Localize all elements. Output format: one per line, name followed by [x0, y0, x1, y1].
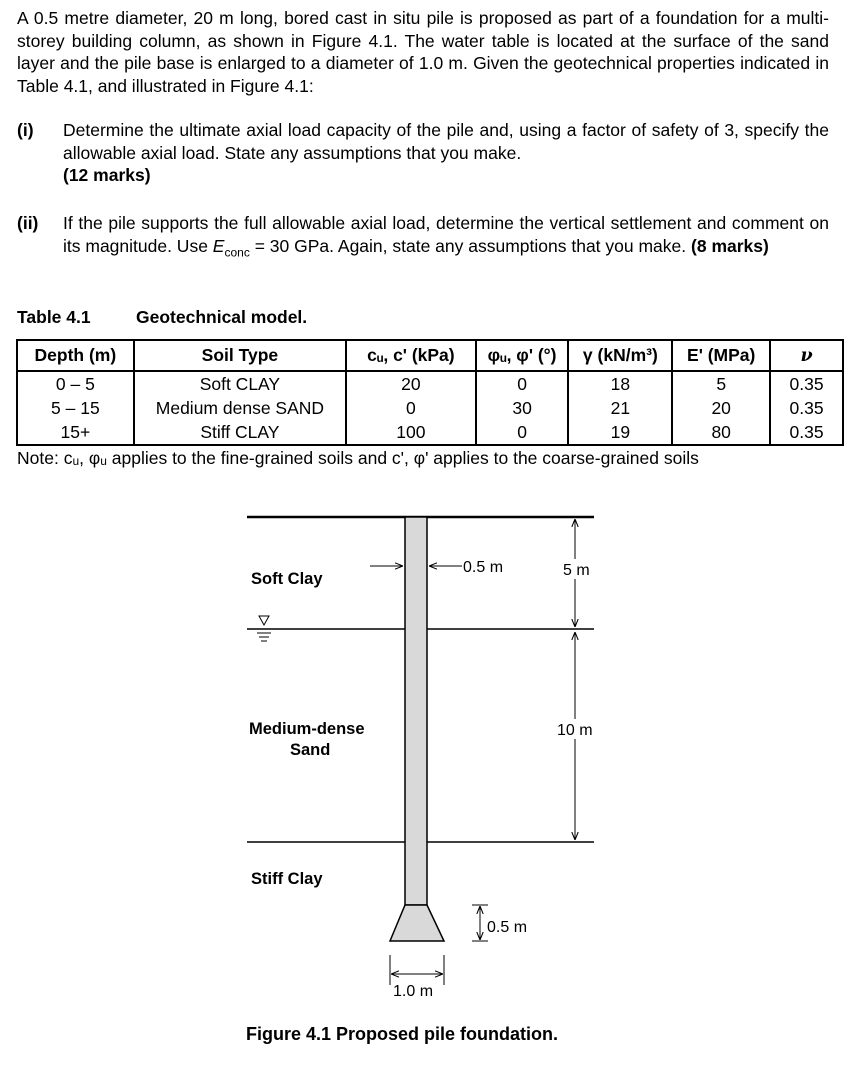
question-i-number: (i): [17, 120, 34, 140]
figure-caption: Figure 4.1 Proposed pile foundation.: [246, 1024, 559, 1044]
header-soil-type: Soil Type: [134, 340, 346, 371]
table-row: 5 – 15 Medium dense SAND 0 30 21 20 0.35: [17, 396, 843, 420]
question-ii-text-b: = 30 GPa. Again, state any assumptions that you make.: [249, 235, 692, 256]
table-label: Table 4.1: [17, 307, 91, 327]
header-modulus: E' (MPa): [672, 340, 770, 371]
layer-label-sand-1: Medium-dense: [249, 720, 365, 738]
intro-paragraph: A 0.5 metre diameter, 20 m long, bored cast in situ pile is proposed as part of a foundation for a multi-storey building column, as shown in Figure 4.1. The water table is located at the surface of the sand layer and the pile base is enlarged to a diameter of 1.0 m. Given the geotechnical properties indicated in Table 4.1, and illustrated in Figure 4.1:: [17, 8, 829, 96]
table-caption: Geotechnical model.: [136, 307, 308, 327]
question-ii-marks: (8 marks): [691, 235, 769, 256]
dim-label-base: 1.0 m: [393, 983, 434, 1000]
dim-label-diameter: 0.5 m: [463, 559, 504, 576]
pile-shaft: [405, 517, 427, 905]
header-depth: Depth (m): [17, 340, 134, 371]
layer-label-stiff-clay: Stiff Clay: [251, 870, 323, 888]
question-ii-number: (ii): [17, 213, 39, 233]
dim-label-10m: 10 m: [557, 722, 593, 739]
dim-label-bell-height: 0.5 m: [487, 919, 528, 936]
header-cohesion: cᵤ, c' (kPa): [346, 340, 476, 371]
dim-label-5m: 5 m: [563, 562, 590, 579]
question-ii-text-a: If the pile supports the full allowable axial load, determine the vertical settlement and comment on its magnitude. Use: [63, 213, 829, 256]
table-row: 15+ Stiff CLAY 100 0 19 80 0.35: [17, 420, 843, 445]
header-poisson: ν: [770, 340, 843, 371]
table-note: Note: cᵤ, φᵤ applies to the fine-grained soils and c', φ' applies to the coarse-grained soils: [17, 448, 699, 468]
pile-bell-base: [390, 905, 444, 941]
question-i-marks: (12 marks): [63, 165, 151, 185]
table-row: 0 – 5 Soft CLAY 20 0 18 5 0.35: [17, 371, 843, 396]
question-i-text: Determine the ultimate axial load capacity of the pile and, using a factor of safety of 3, specify the allowable axial load. State any assumptions that you make.: [63, 120, 829, 163]
layer-label-soft-clay: Soft Clay: [251, 570, 323, 588]
header-unit-weight: γ (kN/m³): [568, 340, 672, 371]
header-friction-angle: φᵤ, φ' (°): [476, 340, 569, 371]
e-conc-symbol: $E_{conc}$: [212, 235, 250, 259]
layer-label-sand-2: Sand: [290, 741, 331, 759]
